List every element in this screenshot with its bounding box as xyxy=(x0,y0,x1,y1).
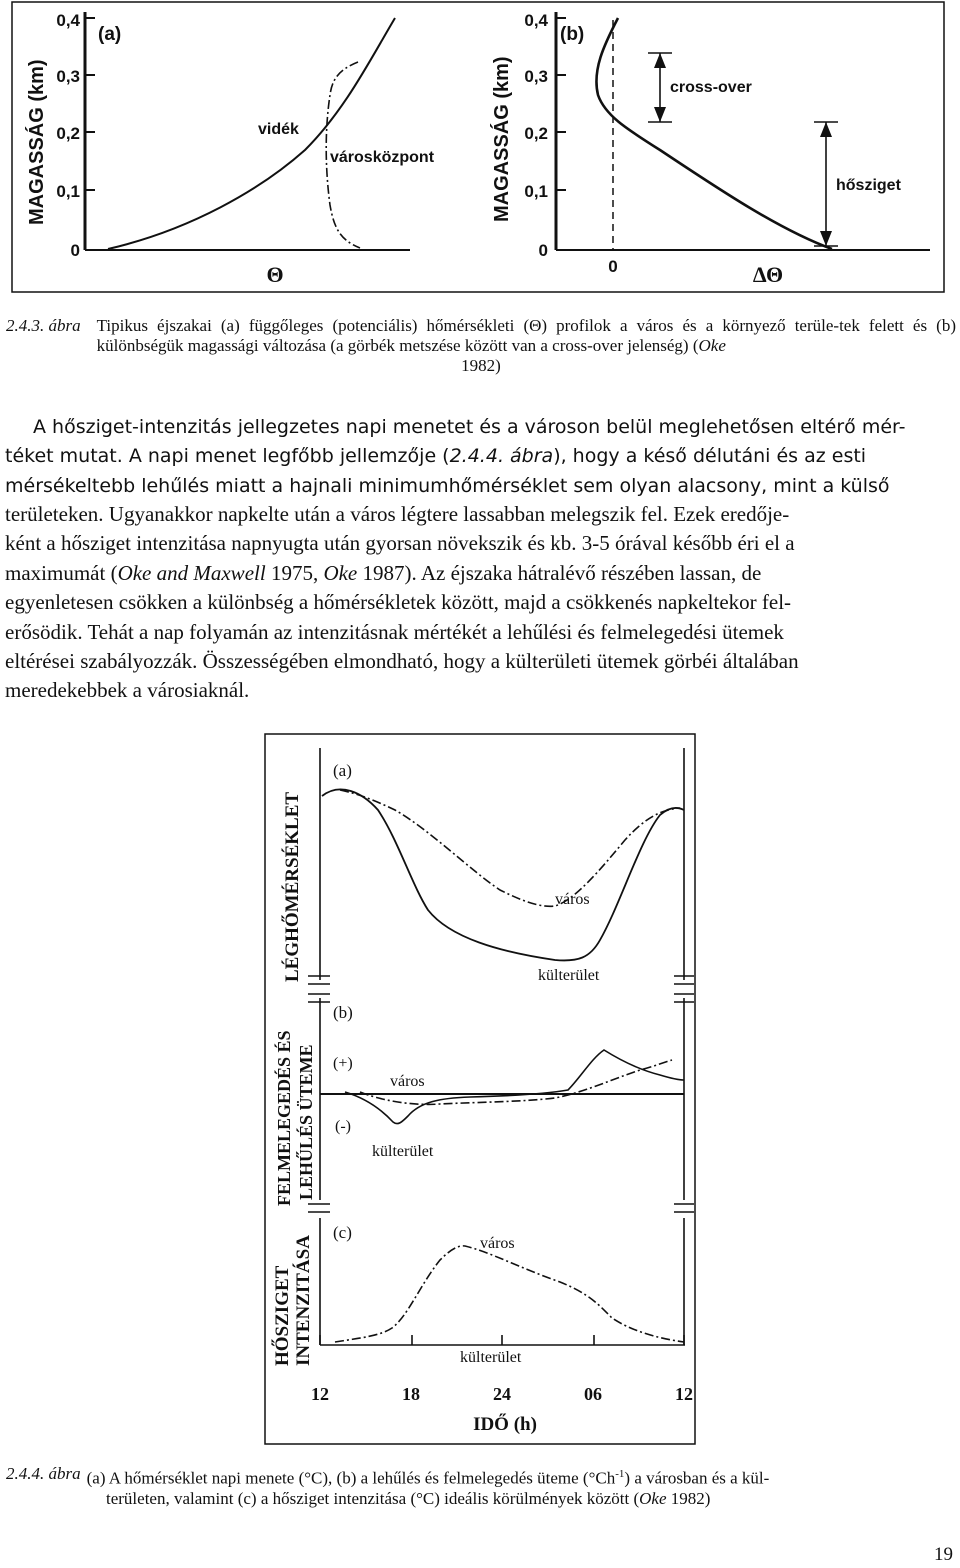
body-line-3: mérsékeltebb lehűlés miatt a hajnali minimumhőmérséklet sem olyan alacsony, mint a külső xyxy=(5,474,890,497)
y-axis-label-a: MAGASSÁG (km) xyxy=(26,59,48,225)
panel-b xyxy=(490,11,930,287)
panel-a-tag: (a) xyxy=(98,24,122,45)
crossover-label: cross-over xyxy=(670,79,752,96)
intensity-city-label: város xyxy=(480,1235,515,1252)
city-center-label: városközpont xyxy=(330,149,435,166)
figure-2-4-4 xyxy=(0,730,960,1450)
panel-b-tag: (b) xyxy=(560,24,585,45)
citation-1: Oke and Maxwell xyxy=(117,560,266,585)
caption-2-number: 2.4.4. ábra xyxy=(6,1464,81,1483)
figure-2-axes xyxy=(308,748,694,1345)
body-paragraph-cont xyxy=(5,500,955,706)
heat-island-label: hősziget xyxy=(836,177,901,194)
body-line-6: maximumát (Oke and Maxwell 1975, Oke 1987). Az éjszaka hátralévő részében lassan, de xyxy=(5,560,762,585)
y-label-intensity-1: HŐSZIGET xyxy=(272,1265,293,1366)
panel-a xyxy=(25,11,435,287)
figure-2-4-3 xyxy=(0,0,960,300)
body-line-4: területeken. Ugyanakkor napkelte után a város légtere lassabban melegszik fel. Ezek eredője- xyxy=(5,502,790,526)
body-paragraph xyxy=(5,413,955,501)
body-line-10: meredekebbek a városiaknál. xyxy=(5,678,250,703)
body-line-2: téket mutat. A napi menet legfőbb jellemzője (2.4.4. ábra), hogy a késő délutáni és az esti xyxy=(5,445,867,468)
intensity-rural-label: külterület xyxy=(460,1349,522,1366)
y-tick-a-3: 0,3 xyxy=(56,67,80,86)
rural-profile-curve xyxy=(108,18,395,249)
caption-1-text: Tipikus éjszakai (a) függőleges (potenciális) hőmérsékleti (Θ) profilok a város és a környező terüle-tek felett és (b) különbségük magassági változása (a görbék metszése között van a cross-over jelenség) (Oke xyxy=(96,316,956,355)
caption-2-line-2: területen, valamint (c) a hősziget intenzitása (°C) ideális körülmények között (Oke 1982) xyxy=(106,1488,711,1508)
x-tick-0: 12 xyxy=(311,1384,329,1404)
y-tick-a-4: 0,4 xyxy=(56,11,80,30)
y-tick-a-2: 0,2 xyxy=(56,124,80,143)
caption-1-number: 2.4.3. ábra xyxy=(6,316,81,335)
y-label-rate-2: LEHŰLÉS ÜTEME xyxy=(296,1044,316,1200)
temp-city-curve xyxy=(340,790,680,906)
time-axis xyxy=(311,1384,693,1435)
figure-2-panel-b xyxy=(273,1003,684,1206)
y-label-intensity-2: INTENZITÁSA xyxy=(293,1235,314,1366)
page-number: 19 xyxy=(934,1544,953,1565)
negative-marker: (-) xyxy=(335,1118,351,1135)
panel-a-tag-2: (a) xyxy=(333,761,352,780)
caption-1-ref-author: Oke xyxy=(698,336,726,355)
positive-marker: (+) xyxy=(333,1055,353,1072)
temp-rural-label: külterület xyxy=(538,967,600,984)
y-tick-b-1: 0,1 xyxy=(524,182,548,201)
y-label-air-temperature: LÉGHŐMÉRSÉKLET xyxy=(282,791,303,982)
y-tick-a-0: 0 xyxy=(70,241,80,260)
y-tick-b-2: 0,2 xyxy=(524,124,548,143)
body-line-7: egyenletesen csökken a különbség a hőmérsékletek között, majd a csökkenés napkeltekor fel- xyxy=(5,590,792,615)
caption-2-line-1: (a) A hőmérséklet napi menete (°C), (b) a lehűlés és felmelegedés üteme $(^\circ Ch^{-1})$ a városban és a kül- xyxy=(86,1468,770,1488)
x-axis-label-a: Θ xyxy=(266,262,284,287)
x-tick-3: 06 xyxy=(584,1384,602,1404)
figure-reference[interactable]: 2.4.4. ábra xyxy=(449,445,554,468)
caption-1-year: 1982) xyxy=(461,356,501,375)
y-tick-a-1: 0,1 xyxy=(56,182,80,201)
y-tick-b-3: 0,3 xyxy=(524,67,548,86)
x-axis-label-b: ΔΘ xyxy=(752,262,784,287)
x-tick-1: 18 xyxy=(402,1384,420,1404)
y-axis-label-b: MAGASSÁG (km) xyxy=(491,56,513,222)
intensity-city-curve xyxy=(335,1246,684,1342)
figure-2-panel-a xyxy=(281,761,684,984)
figure-caption-2 xyxy=(6,1464,956,1509)
temp-rural-curve xyxy=(322,789,684,960)
panel-c-tag-2: (c) xyxy=(333,1223,352,1242)
citation-2: Oke xyxy=(323,560,358,585)
y-tick-b-4: 0,4 xyxy=(524,11,548,30)
y-label-rate-1: FELMELEGEDÉS ÉS xyxy=(274,1030,294,1206)
body-line-5: ként a hősziget intenzitása napnyugta után gyorsan növekszik és kb. 3-5 órával később éri el a xyxy=(5,531,795,556)
x-tick-2: 24 xyxy=(493,1384,511,1404)
figure-caption-1 xyxy=(6,316,956,376)
panel-b-tag-2: (b) xyxy=(333,1003,353,1022)
x-tick-4: 12 xyxy=(675,1384,693,1404)
temp-city-label: város xyxy=(555,891,590,908)
body-line-1: A hősziget-intenzitás jellegzetes napi menetet és a városon belül meglehetősen eltérő mér- xyxy=(33,416,906,438)
rural-label-a: vidék xyxy=(258,121,299,138)
x-zero-label: 0 xyxy=(608,257,618,276)
body-line-9: eltérései szabályozzák. Összességében elmondható, hogy a külterületi ütemek görbéi általában xyxy=(5,649,799,674)
rate-rural-label: külterület xyxy=(372,1143,434,1160)
rate-city-label: város xyxy=(390,1073,425,1090)
y-tick-b-0: 0 xyxy=(538,241,548,260)
body-line-8: erősödik. Tehát a nap folyamán az intenzitásnak mértékét a lehűlési és felmelegedési ütemek xyxy=(5,619,784,644)
difference-profile-curve xyxy=(596,18,832,249)
time-axis-label: IDŐ (h) xyxy=(473,1414,537,1435)
